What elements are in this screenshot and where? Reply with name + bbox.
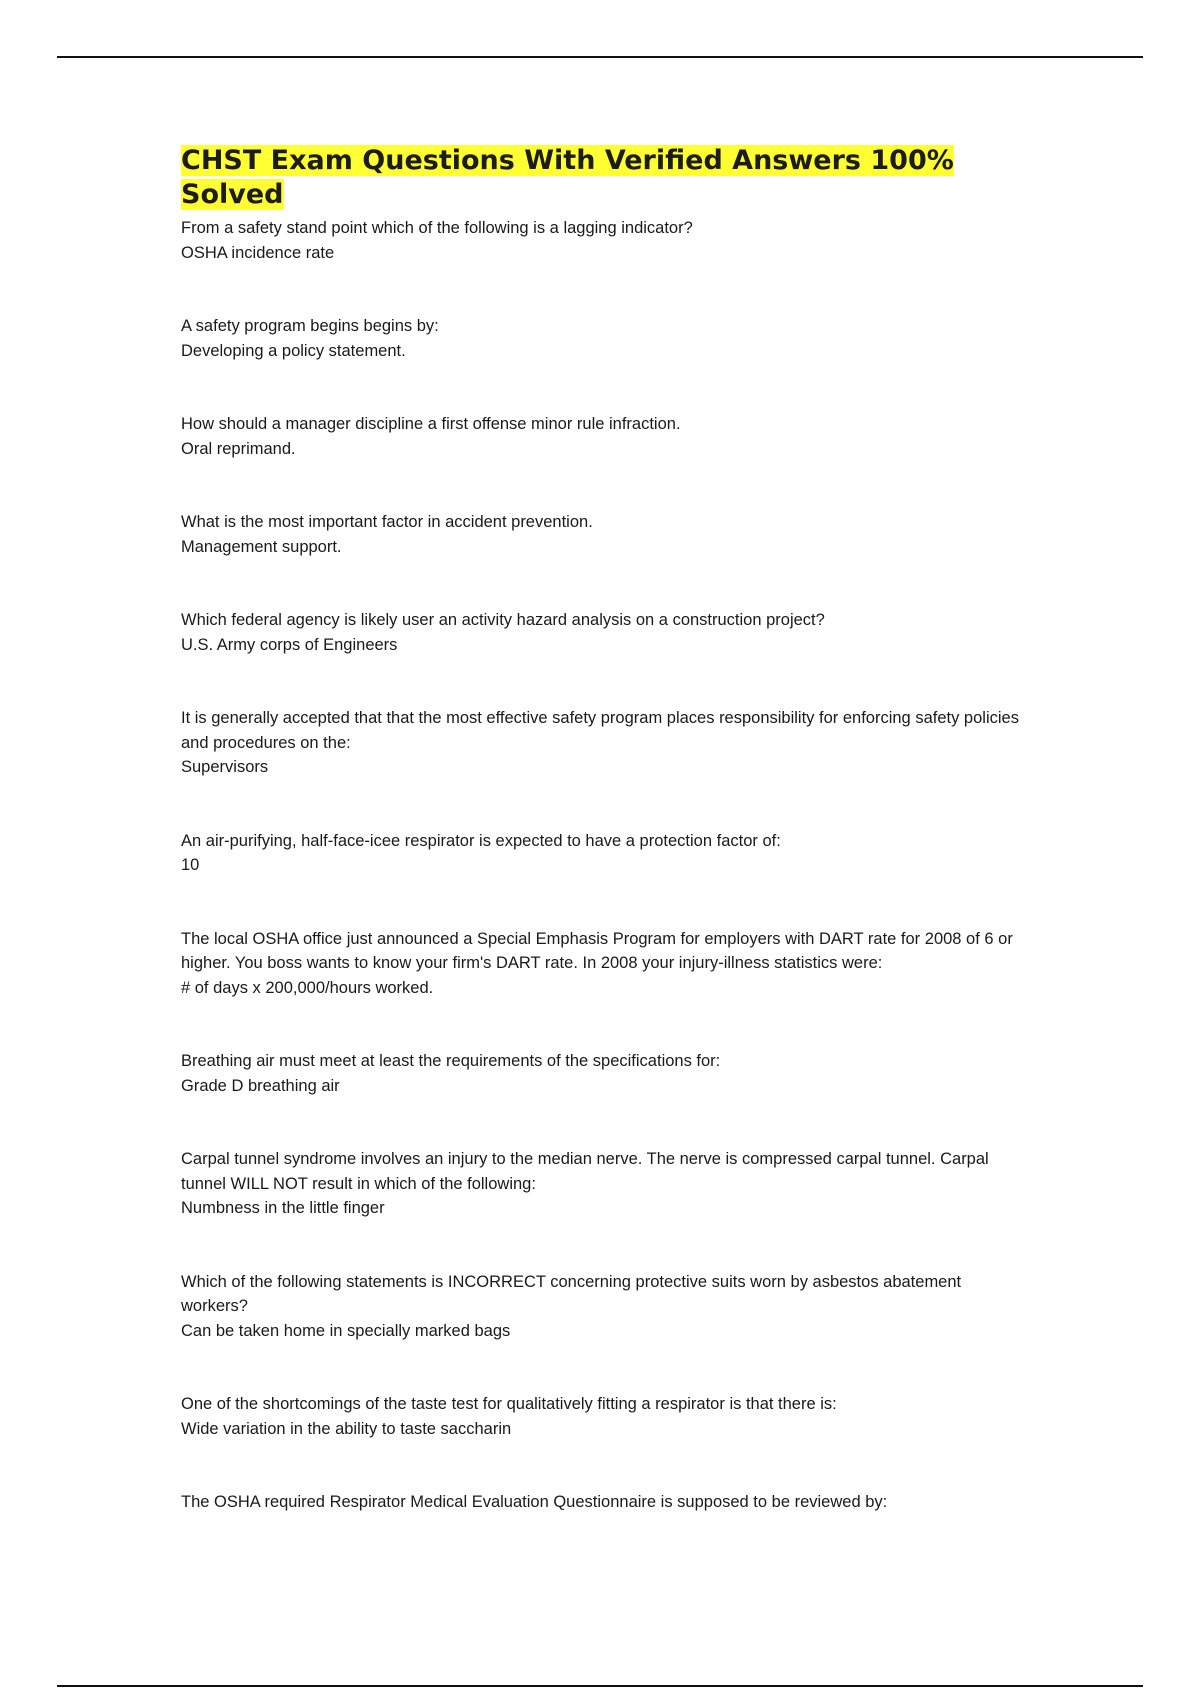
qa-item <box>181 608 1031 657</box>
qa-item <box>181 829 1031 878</box>
title-highlight: CHST Exam Questions With Verified Answers 100% Solved <box>181 145 954 210</box>
document-body <box>181 144 1031 1515</box>
qa-item <box>181 1049 1031 1098</box>
answer-text: Can be taken home in specially marked bags <box>181 1321 511 1340</box>
qa-item <box>181 510 1031 559</box>
qa-item <box>181 216 1031 265</box>
qa-item <box>181 412 1031 461</box>
question-text: From a safety stand point which of the following is a lagging indicator? <box>181 219 693 237</box>
answer-text: Oral reprimand. <box>181 439 296 458</box>
question-text: One of the shortcomings of the taste test for qualitatively fitting a respirator is that there is: <box>181 1395 837 1413</box>
header-rule <box>57 56 1143 58</box>
question-text: Which of the following statements is INCORRECT concerning protective suits worn by asbestos abatement workers? <box>181 1272 962 1315</box>
qa-item <box>181 1147 1031 1221</box>
qa-item <box>181 1392 1031 1441</box>
question-text: The OSHA required Respirator Medical Evaluation Questionnaire is supposed to be reviewed by: <box>181 1493 888 1511</box>
answer-text: Management support. <box>181 537 342 556</box>
question-text: Breathing air must meet at least the requirements of the specifications for: <box>181 1052 721 1070</box>
document-title <box>181 144 1031 212</box>
qa-item <box>181 927 1031 1001</box>
question-text: A safety program begins begins by: <box>181 317 439 335</box>
question-text: It is generally accepted that that the most effective safety program places responsibility for enforcing safety policies and procedures on the: <box>181 709 1019 752</box>
question-text: The local OSHA office just announced a Special Emphasis Program for employers with DART rate for 2008 of 6 or higher. You boss wants to know your firm's DART rate. In 2008 your injury-illness statistics were: <box>181 929 1013 972</box>
question-text: How should a manager discipline a first offense minor rule infraction. <box>181 415 681 433</box>
answer-text: Developing a policy statement. <box>181 341 406 360</box>
qa-item <box>181 314 1031 363</box>
answer-text: Supervisors <box>181 758 269 776</box>
answer-text: Grade D breathing air <box>181 1076 340 1095</box>
qa-item <box>181 1270 1031 1344</box>
question-text: What is the most important factor in accident prevention. <box>181 513 593 531</box>
answer-text: # of days x 200,000/hours worked. <box>181 978 434 997</box>
question-text: Which federal agency is likely user an activity hazard analysis on a construction project? <box>181 611 825 629</box>
question-text: Carpal tunnel syndrome involves an injury to the median nerve. The nerve is compressed carpal tunnel. Carpal tunnel WILL NOT result in which of the following: <box>181 1150 989 1193</box>
footer-rule <box>57 1685 1143 1687</box>
qa-item <box>181 1490 1031 1515</box>
question-text: An air-purifying, half-face-icee respirator is expected to have a protection factor of: <box>181 831 781 850</box>
answer-text: OSHA incidence rate <box>181 243 335 262</box>
answer-text: U.S. Army corps of Engineers <box>181 635 398 654</box>
qa-item <box>181 706 1031 780</box>
answer-text: 10 <box>181 856 200 874</box>
answer-text: Numbness in the little finger <box>181 1199 385 1217</box>
answer-text: Wide variation in the ability to taste saccharin <box>181 1419 512 1438</box>
